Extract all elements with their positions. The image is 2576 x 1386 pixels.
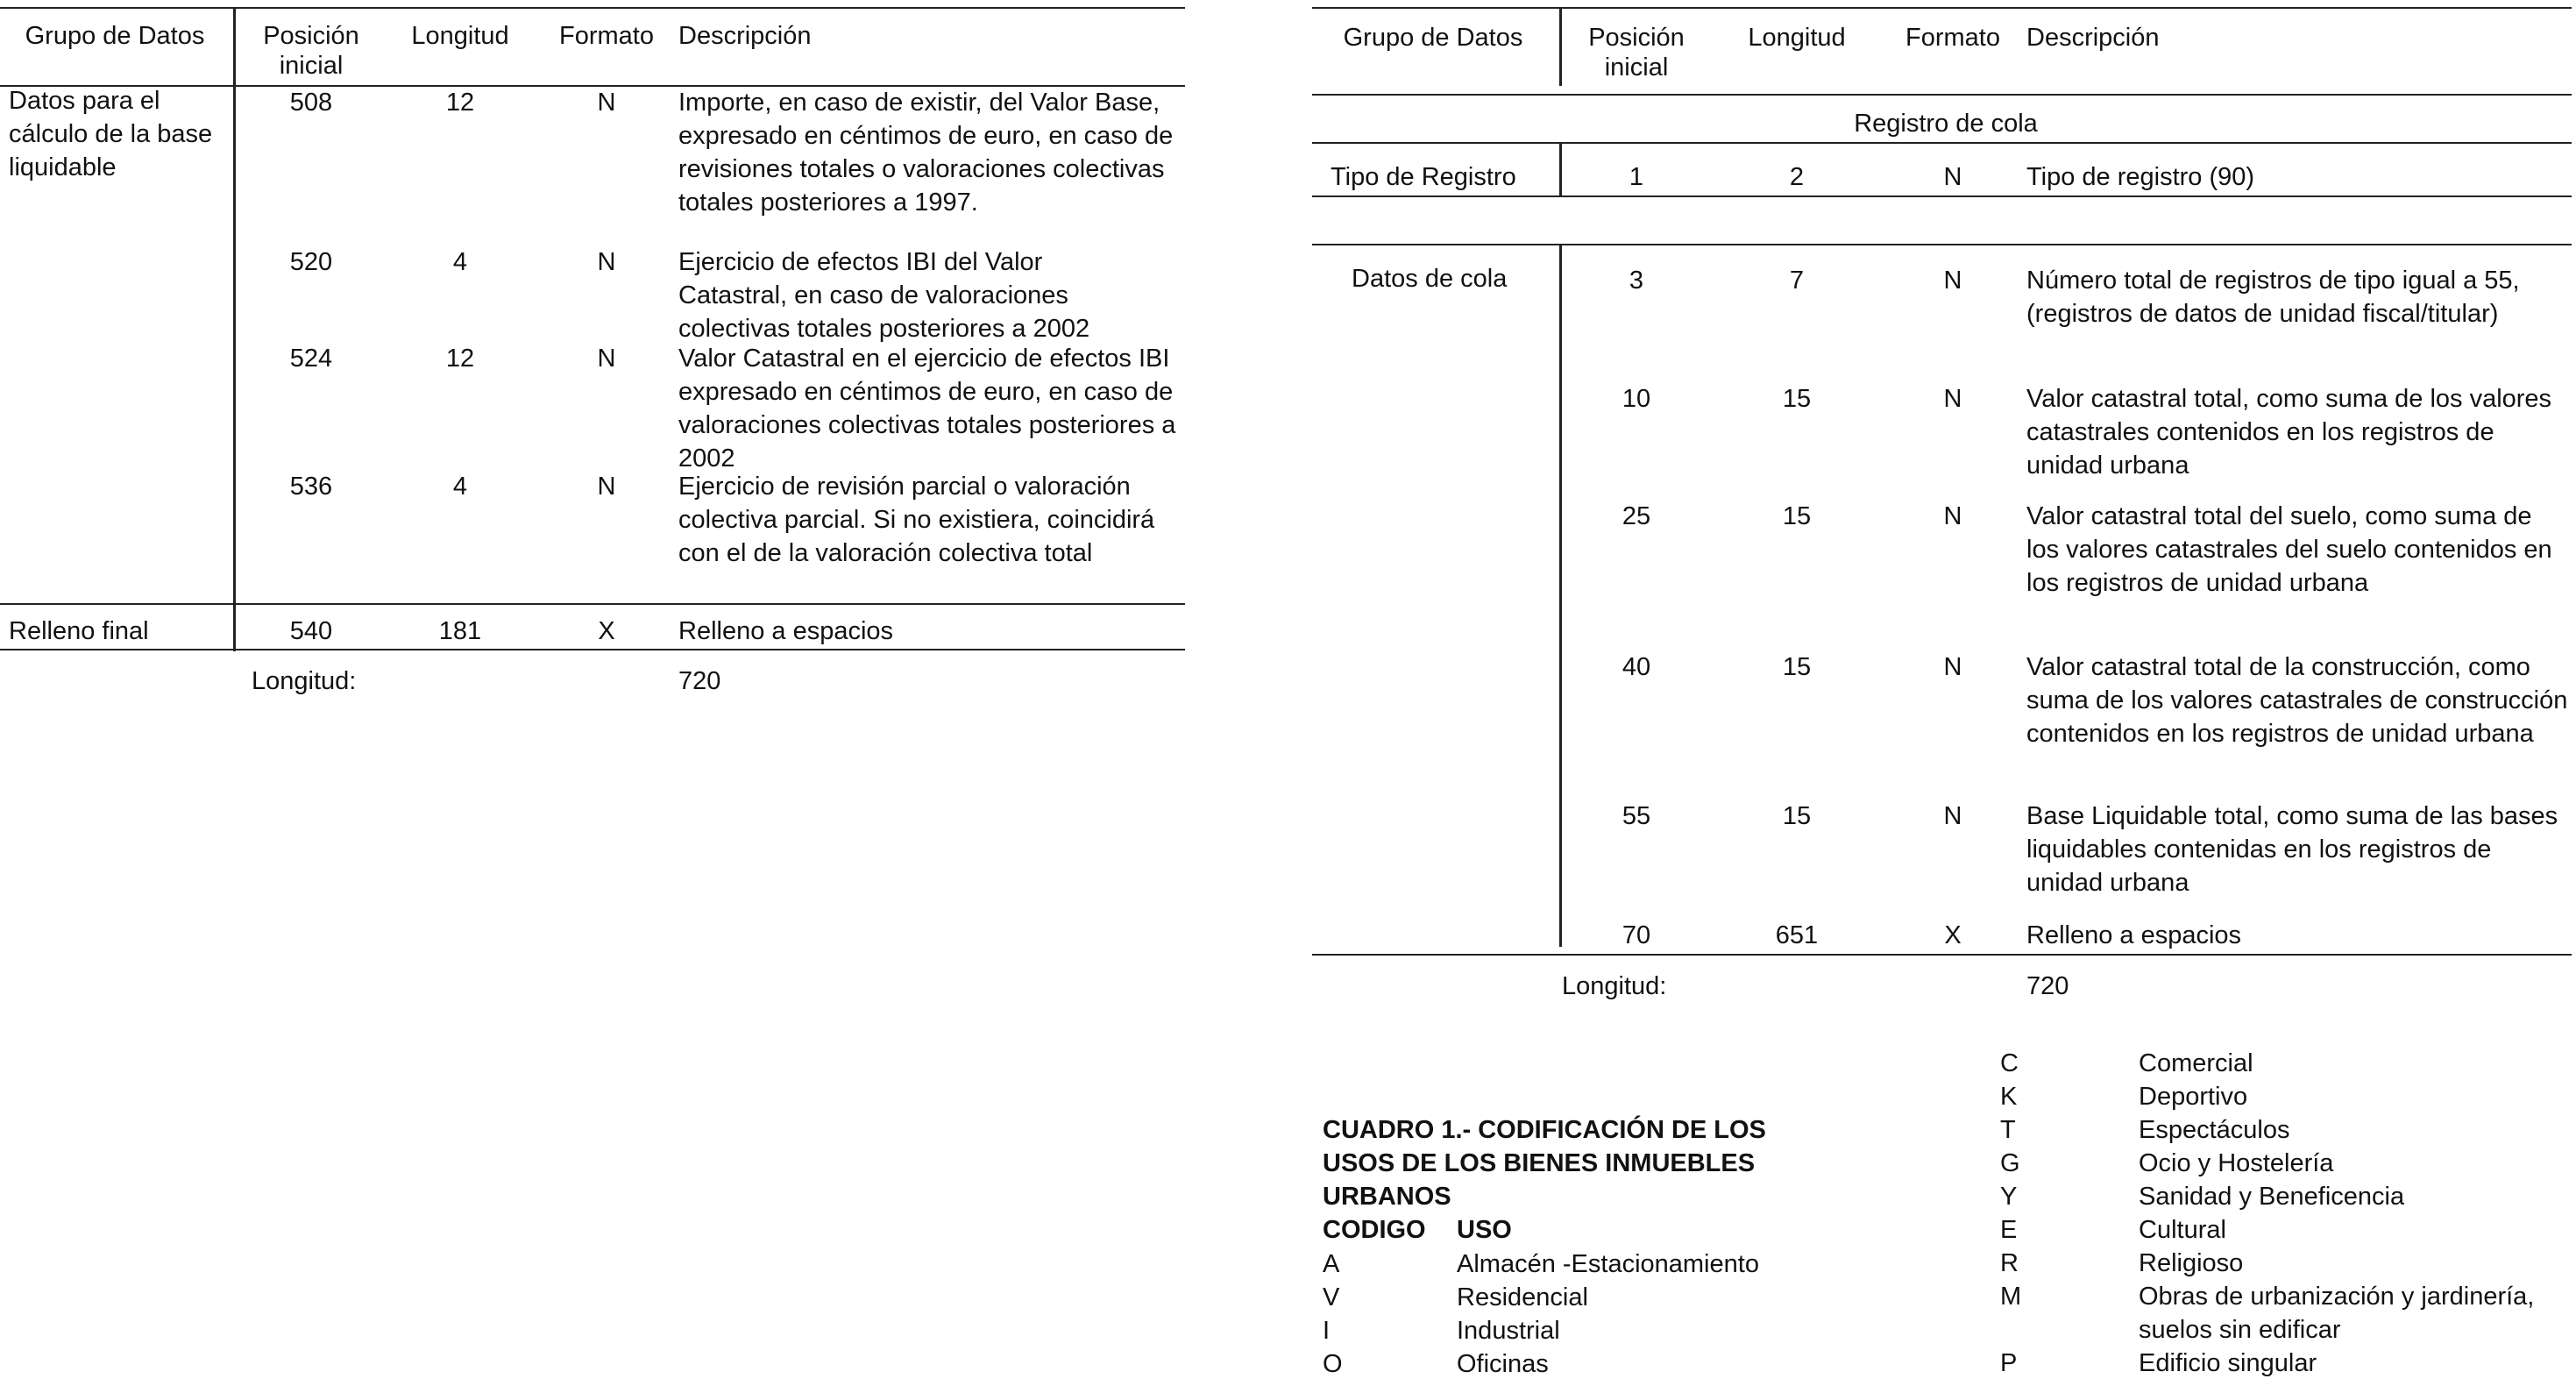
code: I xyxy=(1323,1317,1331,1345)
right-section-rule xyxy=(1312,142,2572,144)
row-fmt: N xyxy=(597,89,616,117)
row-desc: Ejercicio de revisión parcial o valoración colectiva parcial. Si no existiera, coincidirá con el de la valoración colectiva total xyxy=(678,473,1155,567)
use: Obras de urbanización y jardinería, suelos sin edificar xyxy=(2139,1283,2535,1344)
code: E xyxy=(2000,1216,2018,1244)
row-fmt: N xyxy=(1943,385,1962,413)
left-group-relleno: Relleno final xyxy=(9,617,149,645)
row-fmt: N xyxy=(1943,502,1962,530)
row-desc: Valor catastral total, como suma de los valores catastrales contenidos en los registros de unidad urbana xyxy=(2026,385,2552,480)
row-desc: Valor catastral total del suelo, como suma de los valores catastrales del suelo contenidos en los registros de unidad urbana xyxy=(2026,502,2552,597)
use: Religioso xyxy=(2139,1249,2244,1277)
row-len: 12 xyxy=(445,345,475,373)
right-header-longitud: Longitud xyxy=(1748,24,1846,52)
row-desc: Importe, en caso de existir, del Valor Base, expresado en céntimos de euro, en caso de revisiones totales o valoraciones colectivas totales posteriores a 1997. xyxy=(678,89,1174,217)
use: Comercial xyxy=(2139,1049,2253,1077)
use: Ocio y Hostelería xyxy=(2139,1149,2334,1177)
code: O xyxy=(1323,1350,1343,1378)
row-pos: 70 xyxy=(1622,921,1651,949)
row-fmt: N xyxy=(597,248,616,276)
left-header-posicion: Posición inicial xyxy=(263,22,359,80)
use: Sanidad y Beneficencia xyxy=(2139,1183,2405,1211)
row-len: 4 xyxy=(452,473,468,501)
use: Residencial xyxy=(1457,1283,1588,1311)
row-pos: 520 xyxy=(289,248,333,276)
row-pos: 3 xyxy=(1629,267,1644,295)
left-header-formato: Formato xyxy=(559,22,654,50)
row-pos: 55 xyxy=(1622,802,1651,830)
row-desc: Tipo de registro (90) xyxy=(2026,163,2255,191)
right-footer-label: Longitud: xyxy=(1562,972,1667,1000)
row-fmt: N xyxy=(1943,267,1962,295)
code: K xyxy=(2000,1083,2018,1111)
row-len: 15 xyxy=(1782,385,1812,413)
cuadro-col-uso: USO xyxy=(1457,1216,1512,1244)
right-group-tipo: Tipo de Registro xyxy=(1331,163,1516,191)
row-pos: 536 xyxy=(289,473,333,501)
row-len: 651 xyxy=(1775,921,1819,949)
use: Deportivo xyxy=(2139,1083,2248,1111)
row-pos: 508 xyxy=(289,89,333,117)
use: Industrial xyxy=(1457,1317,1560,1345)
use: Almacén -Estacionamiento xyxy=(1457,1250,1759,1278)
use: Edificio singular xyxy=(2139,1349,2317,1377)
left-bottom-rule xyxy=(0,649,1185,650)
code: Y xyxy=(2000,1183,2018,1211)
row-len: 15 xyxy=(1782,653,1812,681)
left-header-longitud: Longitud xyxy=(411,22,509,50)
right-header-divider xyxy=(1559,7,1562,86)
left-column-divider xyxy=(233,7,236,651)
row-desc: Base Liquidable total, como suma de las bases liquidables contenidas en los registros de unidad urbana xyxy=(2026,802,2558,897)
right-header-formato: Formato xyxy=(1905,24,2000,52)
section-title: Registro de cola xyxy=(1854,110,2038,138)
row-desc: Ejercicio de efectos IBI del Valor Catastral, en caso de valoraciones colectivas totales posteriores a 2002 xyxy=(678,248,1090,343)
code: A xyxy=(1323,1250,1340,1278)
right-footer-value: 720 xyxy=(2026,972,2069,1000)
code: R xyxy=(2000,1249,2019,1277)
row-desc: Valor Catastral en el ejercicio de efectos IBI expresado en céntimos de euro, en caso de valoraciones colectivas totales posteriores a 2002 xyxy=(678,345,1176,473)
row-desc: Relleno a espacios xyxy=(2026,921,2242,949)
left-header-grupo: Grupo de Datos xyxy=(25,22,205,50)
right-tipo-rule xyxy=(1312,195,2572,197)
right-header-posicion: Posición inicial xyxy=(1588,24,1685,82)
row-fmt: N xyxy=(1943,653,1962,681)
row-fmt: N xyxy=(597,345,616,373)
code: G xyxy=(2000,1149,2020,1177)
row-pos: 25 xyxy=(1622,502,1651,530)
left-footer-label: Longitud: xyxy=(252,667,357,695)
code: P xyxy=(2000,1349,2018,1377)
row-len: 15 xyxy=(1782,802,1812,830)
row-pos: 10 xyxy=(1622,385,1651,413)
row-fmt: N xyxy=(1943,163,1962,191)
row-desc: Relleno a espacios xyxy=(678,617,894,645)
left-footer-value: 720 xyxy=(678,667,721,695)
row-fmt: X xyxy=(1944,921,1962,949)
left-group-datos: Datos para el cálculo de la base liquidable xyxy=(9,87,213,181)
row-fmt: N xyxy=(1943,802,1962,830)
right-header-descripcion: Descripción xyxy=(2026,24,2160,52)
row-len: 4 xyxy=(452,248,468,276)
cuadro-title: CUADRO 1.- CODIFICACIÓN DE LOS USOS DE LOS BIENES INMUEBLES URBANOS xyxy=(1323,1116,1766,1211)
right-header-grupo: Grupo de Datos xyxy=(1343,24,1523,52)
right-cola-divider xyxy=(1559,244,1562,947)
row-len: 2 xyxy=(1789,163,1805,191)
row-pos: 540 xyxy=(289,617,333,645)
left-header-descripcion: Descripción xyxy=(678,22,812,50)
row-len: 181 xyxy=(438,617,482,645)
row-pos: 1 xyxy=(1629,163,1644,191)
use: Cultural xyxy=(2139,1216,2226,1244)
right-header-rule xyxy=(1312,94,2572,96)
row-desc: Número total de registros de tipo igual a 55, (registros de datos de unidad fiscal/titular) xyxy=(2026,267,2520,328)
row-fmt: N xyxy=(597,473,616,501)
right-bottom-rule xyxy=(1312,954,2572,956)
row-len: 12 xyxy=(445,89,475,117)
code: M xyxy=(2000,1283,2022,1311)
right-cola-rule xyxy=(1312,244,2572,245)
row-desc: Valor catastral total de la construcción, como suma de los valores catastrales de construcción contenidos en los registros de unidad urbana xyxy=(2026,653,2568,748)
left-section-rule xyxy=(0,603,1185,605)
code: V xyxy=(1323,1283,1340,1311)
left-top-rule xyxy=(0,7,1185,9)
use: Espectáculos xyxy=(2139,1116,2290,1144)
row-len: 7 xyxy=(1789,267,1805,295)
code: C xyxy=(2000,1049,2019,1077)
row-pos: 40 xyxy=(1622,653,1651,681)
row-pos: 524 xyxy=(289,345,333,373)
row-fmt: X xyxy=(598,617,615,645)
use: Oficinas xyxy=(1457,1350,1549,1378)
cuadro-col-codigo: CODIGO xyxy=(1323,1216,1426,1244)
right-top-rule xyxy=(1312,7,2572,9)
code: T xyxy=(2000,1116,2016,1144)
right-group-cola: Datos de cola xyxy=(1352,265,1508,293)
row-len: 15 xyxy=(1782,502,1812,530)
